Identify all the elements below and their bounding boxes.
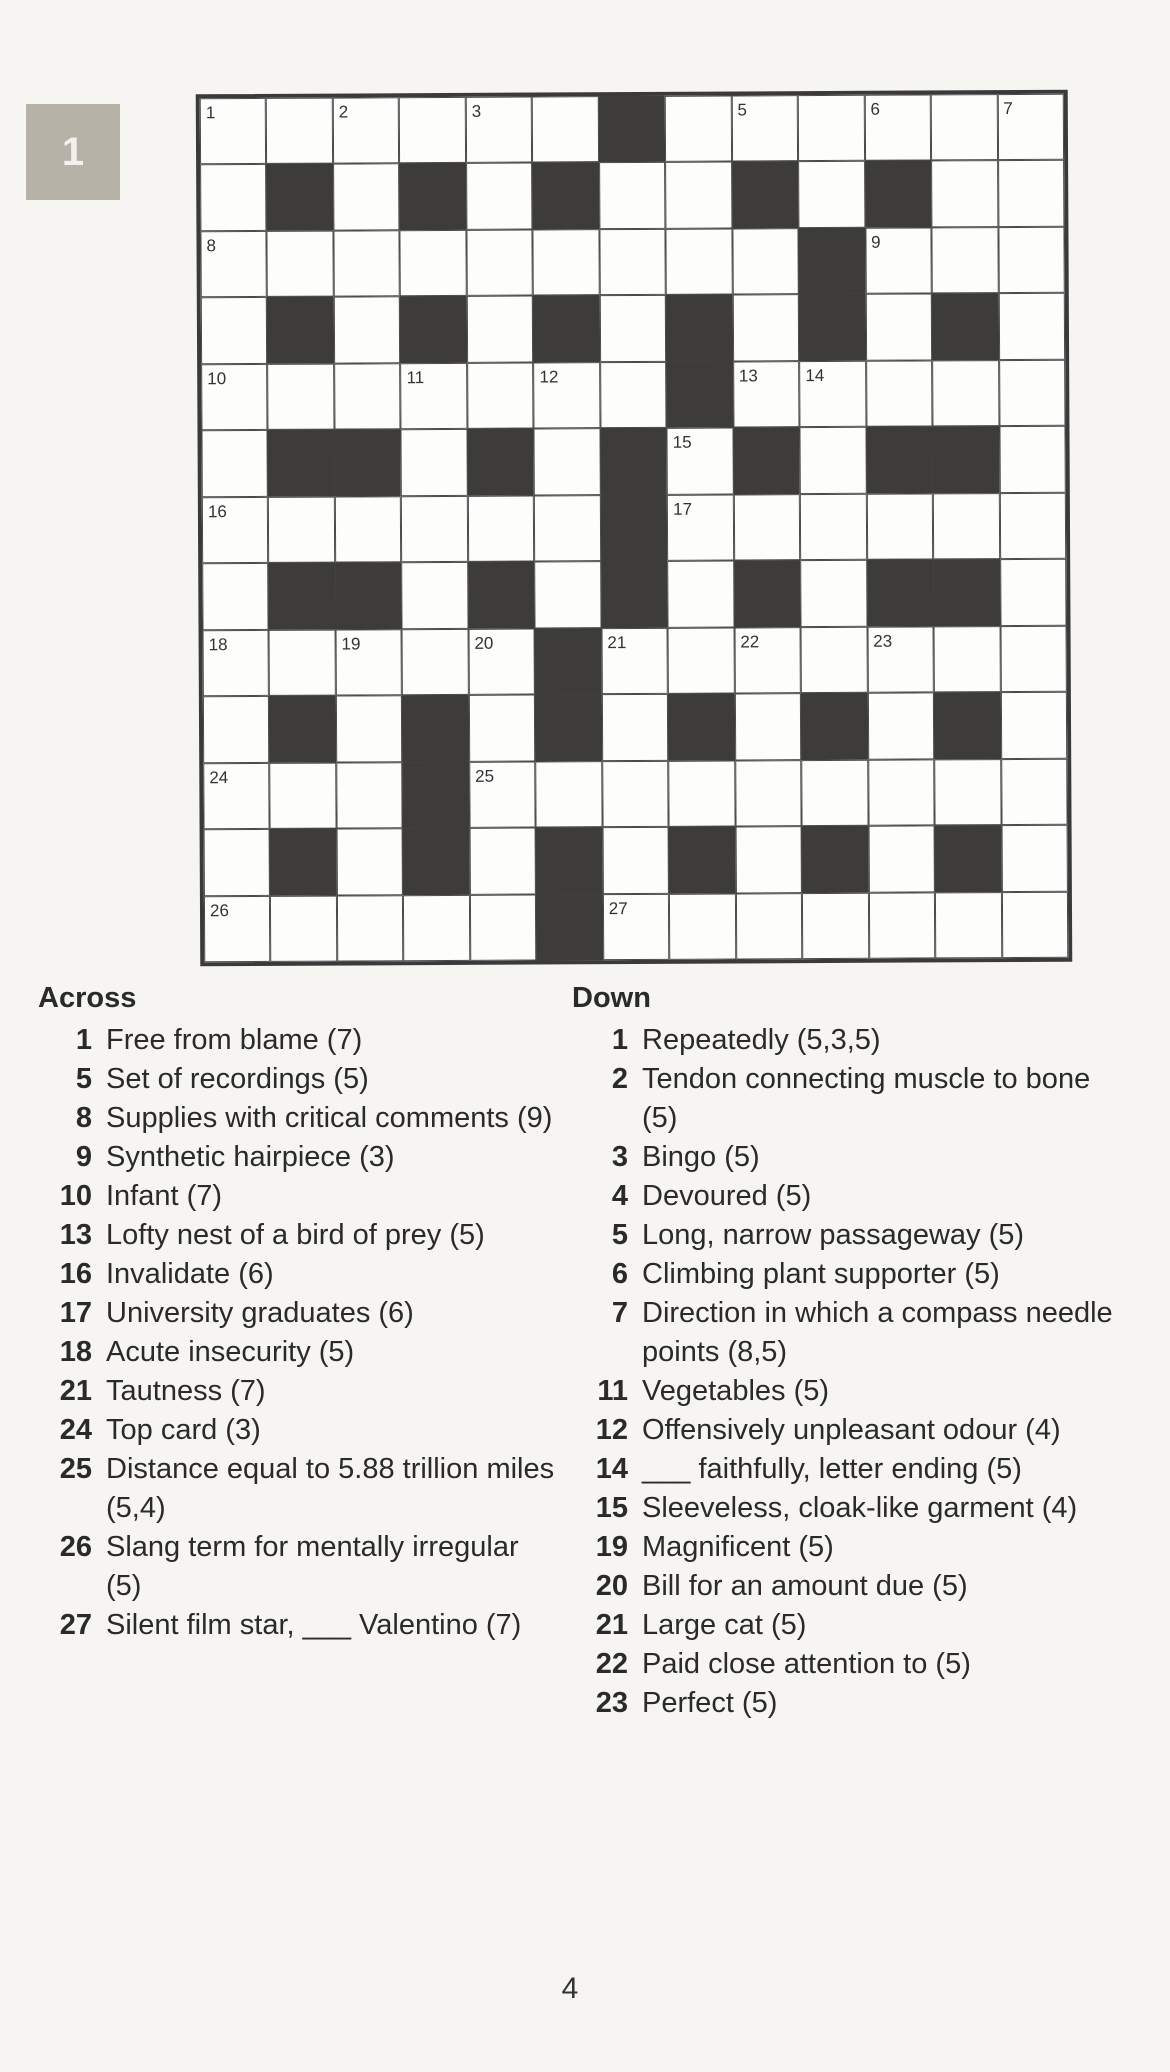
grid-cell[interactable] [402,629,469,696]
grid-block [399,163,466,230]
grid-cell[interactable] [270,762,337,829]
crossword-grid [196,90,1073,967]
grid-block [533,296,600,363]
clue-text: Synthetic hairpiece (3) [106,1141,395,1173]
grid-cell[interactable] [470,894,537,961]
down-clue [572,1489,1132,1528]
clue-num: 10 [59,1180,92,1212]
down-clue [572,1528,1132,1567]
across-clue [38,1138,558,1177]
clue-text: Tendon connecting muscle to bone (5) [642,1063,1091,1134]
clue-num: 17 [59,1297,92,1329]
grid-block [334,430,401,497]
grid-cell[interactable] [667,494,734,561]
clue-number: 10 [207,368,227,389]
across-clue [38,1294,558,1333]
clue-text: Sleeveless, cloak-like garment (4) [642,1492,1078,1524]
grid-cell[interactable] [866,360,933,427]
clue-number: 12 [539,367,559,387]
grid-cell[interactable] [735,760,802,827]
grid-cell[interactable] [800,560,867,627]
grid-cell[interactable] [733,361,800,428]
grid-cell[interactable] [667,561,734,628]
grid-block [536,827,603,894]
grid-block [867,560,934,627]
grid-cell[interactable] [336,695,403,762]
clue-num: 21 [59,1375,92,1407]
grid-cell[interactable] [732,295,799,362]
down-clue [572,1294,1132,1372]
across-clue [38,1177,558,1216]
grid-cell[interactable] [932,360,999,427]
grid-cell[interactable] [864,94,931,161]
grid-cell[interactable] [869,892,936,959]
clue-number: 24 [209,767,229,787]
clue-text: Lofty nest of a bird of prey (5) [106,1219,485,1251]
grid-cell[interactable] [469,828,536,895]
grid-cell[interactable] [867,693,934,760]
grid-cell[interactable] [466,229,533,296]
grid-cell[interactable] [267,230,334,297]
clue-text: Offensively unpleasant odour (4) [642,1414,1061,1446]
grid-cell[interactable] [931,227,998,294]
grid-cell[interactable] [466,163,533,230]
grid-cell[interactable] [201,297,268,364]
grid-cell[interactable] [799,361,866,428]
clue-num: 9 [75,1141,92,1173]
across-clue [38,1021,558,1060]
clue-number: 26 [209,900,229,920]
grid-cell[interactable] [798,95,865,162]
grid-cell[interactable] [269,629,336,696]
clue-text: Vegetables (5) [642,1375,830,1407]
grid-block [669,827,736,894]
clue-text: Perfect (5) [642,1687,778,1719]
clue-number: 19 [341,634,361,654]
across-heading: Across [38,982,137,1014]
grid-block [801,693,868,760]
grid-cell[interactable] [1000,559,1067,626]
grid-cell[interactable] [665,162,732,229]
grid-cell[interactable] [736,893,803,960]
grid-cell[interactable] [800,494,867,561]
grid-block [267,297,334,364]
grid-cell[interactable] [666,228,733,295]
grid-cell[interactable] [203,696,270,763]
grid-cell[interactable] [200,231,267,298]
grid-cell[interactable] [868,825,935,892]
clue-text: Bill for an amount due (5) [642,1570,968,1602]
grid-cell[interactable] [399,97,466,164]
crossword-cells [200,94,1069,963]
grid-cell[interactable] [467,296,534,363]
grid-cell[interactable] [403,894,470,961]
grid-block [734,560,801,627]
clue-num: 7 [611,1297,628,1329]
clue-num: 1 [611,1024,628,1056]
grid-cell[interactable] [732,228,799,295]
across-clue [38,1372,558,1411]
clue-text: Repeatedly (5,3,5) [642,1024,881,1056]
puzzle-number-badge: 1 [26,104,120,200]
clue-num: 27 [59,1609,92,1641]
clue-num: 12 [595,1414,628,1446]
grid-cell[interactable] [201,430,268,497]
clue-text: Direction in which a compass needle points (8,5) [642,1297,1113,1368]
grid-cell[interactable] [534,495,601,562]
across-clue [38,1333,558,1372]
grid-cell[interactable] [802,892,869,959]
grid-cell[interactable] [734,627,801,694]
across-clue [38,1528,558,1606]
grid-cell[interactable] [337,895,404,962]
grid-cell[interactable] [599,229,666,296]
clue-num: 18 [59,1336,92,1368]
clue-num: 1 [75,1024,92,1056]
grid-block [866,427,933,494]
clue-num: 13 [59,1219,92,1251]
grid-cell[interactable] [599,162,666,229]
clue-number: 11 [406,367,425,388]
down-clue [572,1606,1132,1645]
clue-number: 1 [205,103,216,123]
grid-cell[interactable] [669,893,736,960]
clue-number: 2 [338,102,349,122]
grid-block [732,162,799,229]
page-number: 4 [561,1972,579,2005]
grid-block [666,295,733,362]
grid-cell[interactable] [731,95,798,162]
grid-cell[interactable] [999,493,1066,560]
grid-block [468,562,535,629]
clue-number: 23 [873,631,893,651]
grid-block [934,692,1001,759]
clue-num: 3 [611,1141,628,1173]
grid-cell[interactable] [200,164,267,231]
grid-block [933,559,1000,626]
grid-cell[interactable] [935,892,1002,959]
grid-cell[interactable] [999,426,1066,493]
grid-cell[interactable] [468,628,535,695]
clue-num: 15 [595,1492,628,1524]
grid-cell[interactable] [402,562,469,629]
grid-block [335,562,402,629]
clue-number: 17 [673,499,693,519]
grid-cell[interactable] [532,96,599,163]
clue-num: 19 [595,1531,628,1563]
grid-cell[interactable] [998,160,1065,227]
clue-text: Paid close attention to (5) [642,1648,971,1680]
grid-cell[interactable] [668,760,735,827]
grid-cell[interactable] [602,760,669,827]
grid-cell[interactable] [335,629,402,696]
across-clues [38,982,558,1645]
grid-block [403,761,470,828]
clue-number: 20 [474,633,494,653]
grid-cell[interactable] [931,161,998,228]
down-clue [572,1567,1132,1606]
clue-num: 23 [595,1687,628,1719]
grid-cell[interactable] [204,895,271,962]
clue-text: Large cat (5) [642,1609,807,1641]
down-clue [572,1645,1132,1684]
across-clue [38,1255,558,1294]
grid-cell[interactable] [268,363,335,430]
grid-cell[interactable] [467,362,534,429]
clue-text: Climbing plant supporter (5) [642,1258,1000,1290]
grid-cell[interactable] [800,427,867,494]
clue-num: 5 [611,1219,628,1251]
grid-block [601,561,668,628]
grid-cell[interactable] [602,694,669,761]
clue-number: 14 [805,365,825,385]
grid-block [535,628,602,695]
clue-text: University graduates (6) [106,1297,414,1329]
grid-cell[interactable] [801,626,868,693]
grid-cell[interactable] [401,363,468,430]
clue-number: 9 [871,232,881,252]
grid-block [802,826,869,893]
clue-num: 21 [595,1609,628,1641]
grid-cell[interactable] [534,561,601,628]
grid-cell[interactable] [204,829,271,896]
grid-cell[interactable] [202,563,269,630]
clue-num: 6 [611,1258,628,1290]
grid-cell[interactable] [466,97,533,164]
grid-cell[interactable] [999,360,1066,427]
clue-num: 4 [611,1180,628,1212]
clue-number: 6 [870,99,880,119]
clue-text: ___ faithfully, letter ending (5) [642,1453,1022,1485]
clue-num: 25 [59,1453,92,1485]
clue-number: 7 [1003,99,1013,119]
grid-cell[interactable] [933,493,1000,560]
grid-block [268,430,335,497]
grid-block [536,894,603,961]
grid-cell[interactable] [934,759,1001,826]
clue-number: 16 [207,501,227,521]
grid-cell[interactable] [469,695,536,762]
grid-cell[interactable] [266,98,333,165]
down-clue [572,1684,1132,1723]
clue-text: Infant (7) [106,1180,223,1212]
grid-cell[interactable] [400,230,467,297]
grid-cell[interactable] [931,94,998,161]
grid-cell[interactable] [334,297,401,364]
grid-cell[interactable] [865,227,932,294]
grid-block [403,828,470,895]
clue-text: Free from blame (7) [106,1024,363,1056]
grid-cell[interactable] [468,495,535,562]
down-clue [572,1255,1132,1294]
grid-block [532,163,599,230]
grid-cell[interactable] [203,763,270,830]
clue-number: 27 [608,898,628,918]
grid-block [865,161,932,228]
across-clue [38,1411,558,1450]
grid-block [535,694,602,761]
grid-block [467,429,534,496]
grid-cell[interactable] [734,494,801,561]
clue-text: Devoured (5) [642,1180,812,1212]
grid-cell[interactable] [1001,825,1068,892]
clue-text: Slang term for mentally irregular (5) [106,1531,519,1602]
clue-number: 18 [208,634,228,654]
grid-cell[interactable] [735,826,802,893]
grid-cell[interactable] [867,626,934,693]
grid-cell[interactable] [335,496,402,563]
grid-cell[interactable] [865,294,932,361]
grid-cell[interactable] [333,164,400,231]
grid-cell[interactable] [333,230,400,297]
grid-cell[interactable] [201,364,268,431]
grid-cell[interactable] [336,762,403,829]
down-clue [572,1021,1132,1060]
clue-number: 13 [738,366,758,386]
clue-text: Supplies with critical comments (9) [106,1102,553,1134]
grid-cell[interactable] [270,895,337,962]
grid-cell[interactable] [268,496,335,563]
grid-block [799,294,866,361]
grid-cell[interactable] [600,362,667,429]
clue-num: 22 [595,1648,628,1680]
clue-num: 5 [75,1063,92,1095]
grid-block [666,361,733,428]
grid-block [932,293,999,360]
grid-cell[interactable] [998,293,1065,360]
grid-cell[interactable] [469,761,536,828]
clue-num: 8 [75,1102,92,1134]
grid-cell[interactable] [333,97,400,164]
clue-num: 16 [59,1258,92,1290]
clue-number: 5 [737,100,748,120]
across-clue [38,1606,558,1645]
clue-text: Magnificent (5) [642,1531,834,1563]
down-clue [572,1060,1132,1138]
clue-number: 3 [471,101,482,121]
across-clue [38,1216,558,1255]
grid-cell[interactable] [1000,625,1067,692]
down-clue [572,1138,1132,1177]
across-clue-list [38,1021,558,1645]
down-clue-list [572,1021,1132,1723]
grid-cell[interactable] [735,693,802,760]
grid-cell[interactable] [801,759,868,826]
down-clue [572,1411,1132,1450]
grid-cell[interactable] [600,295,667,362]
clue-num: 11 [597,1375,628,1407]
clue-text: Silent film star, ___ Valentino (7) [106,1609,522,1641]
clue-number: 8 [206,236,217,256]
clue-num: 24 [59,1414,92,1446]
clue-number: 15 [672,432,692,453]
grid-block [402,695,469,762]
clue-num: 2 [611,1063,628,1095]
down-clue [572,1450,1132,1489]
grid-cell[interactable] [202,497,269,564]
clue-number: 22 [740,632,760,652]
clue-text: Set of recordings (5) [106,1063,369,1095]
grid-cell[interactable] [668,627,735,694]
grid-block [270,829,337,896]
grid-cell[interactable] [203,630,270,697]
grid-block [733,427,800,494]
down-heading: Down [572,982,651,1014]
grid-block [933,426,1000,493]
clue-text: Tautness (7) [106,1375,266,1407]
clue-text: Long, narrow passageway (5) [642,1219,1025,1251]
grid-cell[interactable] [868,759,935,826]
down-clue [572,1216,1132,1255]
clue-text: Invalidate (6) [106,1258,274,1290]
grid-block [799,228,866,295]
clue-num: 26 [59,1531,92,1563]
clue-text: Bingo (5) [642,1141,760,1173]
grid-cell[interactable] [401,496,468,563]
clue-number: 21 [607,632,627,652]
clue-num: 14 [595,1453,628,1485]
grid-cell[interactable] [1001,758,1068,825]
grid-block [601,495,668,562]
grid-cell[interactable] [200,98,267,165]
clue-number: 25 [475,766,495,786]
down-clues [572,982,1132,1723]
grid-cell[interactable] [536,761,603,828]
grid-cell[interactable] [665,95,732,162]
grid-cell[interactable] [934,626,1001,693]
grid-cell[interactable] [998,227,1065,294]
grid-cell[interactable] [1001,891,1068,958]
grid-cell[interactable] [601,628,668,695]
grid-cell[interactable] [1000,692,1067,759]
grid-cell[interactable] [533,362,600,429]
grid-cell[interactable] [534,428,601,495]
down-clue [572,1372,1132,1411]
grid-cell[interactable] [334,363,401,430]
grid-block [935,825,1002,892]
grid-cell[interactable] [602,827,669,894]
down-clue [572,1177,1132,1216]
across-clue [38,1060,558,1099]
clue-text: Top card (3) [106,1414,261,1446]
grid-block [400,296,467,363]
clue-text: Distance equal to 5.88 trillion miles (5,4) [106,1453,555,1524]
grid-cell[interactable] [667,428,734,495]
grid-cell[interactable] [866,493,933,560]
grid-cell[interactable] [533,229,600,296]
grid-block [599,96,666,163]
grid-cell[interactable] [401,429,468,496]
grid-block [600,428,667,495]
across-clue [38,1099,558,1138]
clue-text: Acute insecurity (5) [106,1336,355,1368]
grid-block [267,164,334,231]
grid-cell[interactable] [603,893,670,960]
grid-cell[interactable] [997,94,1064,161]
grid-cell[interactable] [798,161,865,228]
clue-num: 20 [595,1570,628,1602]
grid-cell[interactable] [336,828,403,895]
across-clue [38,1450,558,1528]
grid-block [269,563,336,630]
grid-block [269,696,336,763]
grid-block [668,694,735,761]
